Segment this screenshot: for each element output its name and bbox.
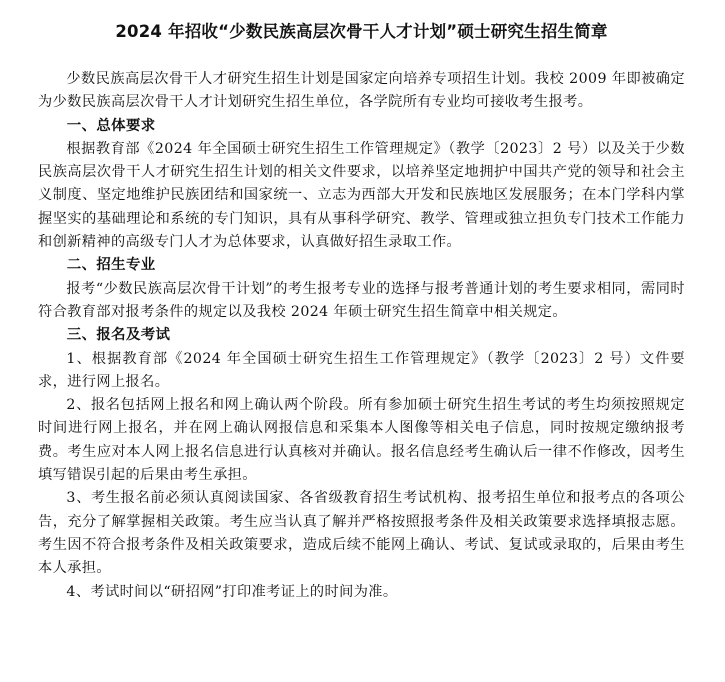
section-heading-registration-exam: 三、报名及考试	[66, 327, 171, 344]
document-title: 2024 年招收“少数民族高层次骨干人才计划”硕士研究生招生简章	[115, 22, 608, 41]
general-requirements-paragraph: 根据教育部《2024 年全国硕士研究生招生工作管理规定》（教学〔2023〕2 号）以及关于少数民族高层次骨干人才研究生招生计划的相关文件要求，以培养坚定地拥护中国共产党的领导和社会主义制度、坚定地维护民族团结和国家统一、立志为西部大开发和民族地区发展服务；在本门学科内掌握坚实的基础理论和系统的专门知识，具有从事科学研究、教学、管理或独立担负专门技术工作能力和创新精神的高级专门人才为总体要求，认真做好招生录取工作。	[38, 140, 685, 251]
intro-paragraph: 少数民族高层次骨干人才研究生招生计划是国家定向培养专项招生计划。我校 2009 年即被确定为少数民族高层次骨干人才计划研究生招生单位，各学院所有专业均可接收考生报考。	[38, 71, 685, 111]
registration-item-1: 1、根据教育部《2024 年全国硕士研究生招生工作管理规定》（教学〔2023〕2 号）文件要求，进行网上报名。	[38, 350, 685, 390]
registration-item-4: 4、考试时间以“研招网”打印准考证上的时间为准。	[66, 583, 398, 600]
registration-item-3: 3、考生报名前必须认真阅读国家、各省级教育招生考试机构、报考招生单位和报考点的各项公告，充分了解掌握相关政策。考生应当认真了解并严格按照报考条件及相关政策要求选择填报志愿。考生因不符合报考条件及相关政策要求，造成后续不能网上确认、考试、复试或录取的，后果由考生本人承担。	[38, 490, 685, 577]
registration-item-2: 2、报名包括网上报名和网上确认两个阶段。所有参加硕士研究生招生考试的考生均须按照规定时间进行网上报名，并在网上确认网报信息和采集本人图像等相关电子信息，同时按规定缴纳报考费。考生应对本人网上报名信息进行认真核对并确认。报名信息经考生确认后一律不作修改，因考生填写错误引起的后果由考生承担。	[38, 397, 685, 484]
majors-paragraph: 报考“少数民族高层次骨干计划”的考生报考专业的选择与报考普通计划的考生要求相同，需同时符合教育部对报考条件的规定以及我校 2024 年硕士研究生招生简章中相关规定。	[38, 280, 685, 320]
section-heading-general-requirements: 一、总体要求	[66, 117, 156, 134]
section-heading-majors: 二、招生专业	[66, 257, 156, 274]
